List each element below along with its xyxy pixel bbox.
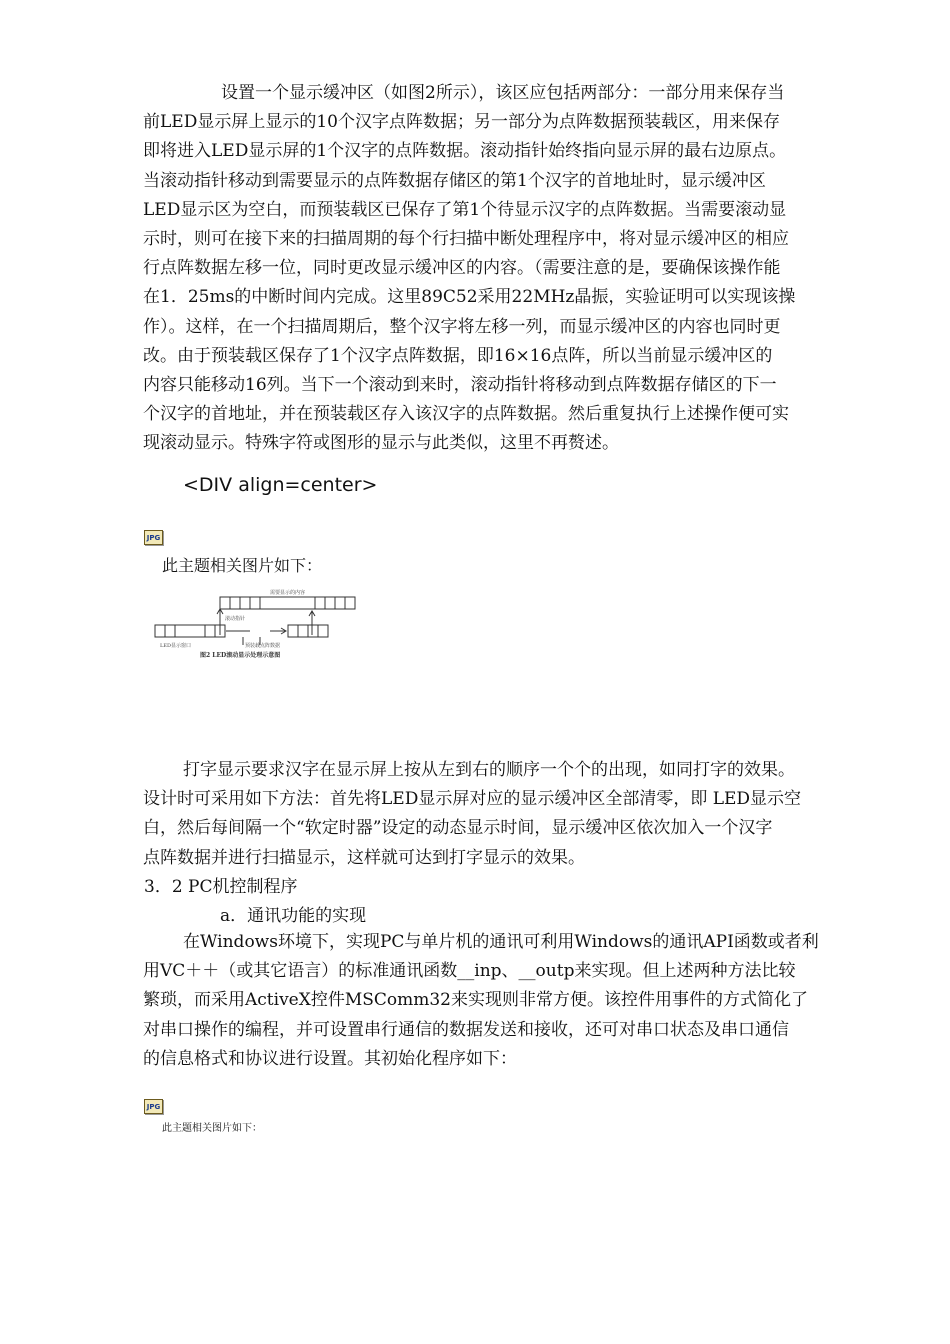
text-line: LED显示区为空白，而预装载区已保存了第1个待显示汉字的点阵数据。当需要滚动显 (143, 199, 787, 220)
text-line: 白，然后每间隔一个“软定时器”设定的动态显示时间，显示缓冲区依次加入一个汉字 (143, 818, 773, 839)
section-heading: 3．2 PC机控制程序 (144, 877, 298, 897)
paragraph-typing-display (143, 756, 873, 873)
text-line: 点阵数据并进行扫描显示，这样就可达到打字显示的效果。 (143, 847, 585, 868)
diagram-top-label: 需要显示的内容 (270, 590, 306, 596)
text-line: 设计时可采用如下方法：首先将LED显示屏对应的显示缓冲区全部清零，即 LED显示空 (143, 789, 802, 810)
text-line: 对串口操作的编程，并可设置串行通信的数据发送和接收，还可对串口状态及串口通信 (143, 1019, 789, 1040)
jpg-file-icon[interactable]: JPG (144, 1099, 163, 1114)
text-line: 个汉字的首地址，并在预装载区存入该汉字的点阵数据。然后重复执行上述操作便可实 (143, 404, 789, 425)
raw-div-tag-text: <DIV align=center> (183, 474, 378, 496)
text-line: 行点阵数据左移一位，同时更改显示缓冲区的内容。（需要注意的是，要确保该操作能 (143, 258, 781, 279)
text-line: 繁琐，而采用ActiveX控件MSComm32来实现则非常方便。该控件用事件的方式简化了 (143, 990, 808, 1011)
text-line: 即将进入LED显示屏的1个汉字的点阵数据。滚动指针始终指向显示屏的最右边原点。 (143, 141, 787, 162)
text-line: 改。由于预装载区保存了1个汉字点阵数据，即16×16点阵，所以当前显示缓冲区的 (143, 345, 773, 366)
text-line: 内容只能移动16列。当下一个滚动到来时，滚动指针将移动到点阵数据存储区的下一 (143, 375, 777, 396)
text-line: 示时，则可在接下来的扫描周期的每个行扫描中断处理程序中，将对显示缓冲区的相应 (143, 229, 789, 250)
diagram-title: 图2 LED滚动显示处理示意图 (200, 652, 281, 659)
text-line: 在1．25ms的中断时间内完成。这里89C52采用22MHz晶振，实验证明可以实现该操 (143, 287, 796, 308)
text-line: 当滚动指针移动到需要显示的点阵数据存储区的第1个汉字的首地址时，显示缓冲区 (143, 170, 766, 191)
image-caption: 此主题相关图片如下： (162, 1123, 262, 1134)
text-line: 前LED显示屏上显示的10个汉字点阵数据；另一部分为点阵数据预装载区，用来保存 (143, 112, 780, 133)
text-line: 在Windows环境下，实现PC与单片机的通讯可利用Windows的通讯API函数或者利 (183, 932, 819, 952)
text-line: 打字显示要求汉字在显示屏上按从左到右的顺序一个个的出现，如同打字的效果。 (183, 760, 795, 780)
text-line: 作）。这样，在一个扫描周期后，整个汉字将左移一列，而显示缓冲区的内容也同时更 (143, 316, 781, 337)
text-line: 现滚动显示。特殊字符或图形的显示与此类似，这里不再赘述。 (143, 433, 619, 454)
image-caption: 此主题相关图片如下： (162, 556, 323, 575)
jpg-file-icon[interactable]: JPG (144, 530, 163, 545)
text-line: 用VC＋＋（或其它语言）的标准通讯函数__inp、__outp来实现。但上述两种方法比较 (143, 961, 796, 982)
led-scroll-diagram (150, 585, 365, 665)
text-line: 设置一个显示缓冲区（如图2所示），该区应包括两部分：一部分用来保存当 (221, 83, 785, 103)
paragraph-communication (143, 928, 873, 1074)
diagram-preload-label: 预装载点阵数据 (245, 643, 281, 649)
paragraph-scroll-display (143, 79, 873, 459)
diagram-led-label: LED显示窗口 (160, 643, 191, 649)
text-line: 的信息格式和协议进行设置。其初始化程序如下： (143, 1048, 517, 1069)
diagram-pointer-label: 滚动指针 (225, 616, 246, 622)
subsection-heading: a．通讯功能的实现 (220, 906, 367, 926)
